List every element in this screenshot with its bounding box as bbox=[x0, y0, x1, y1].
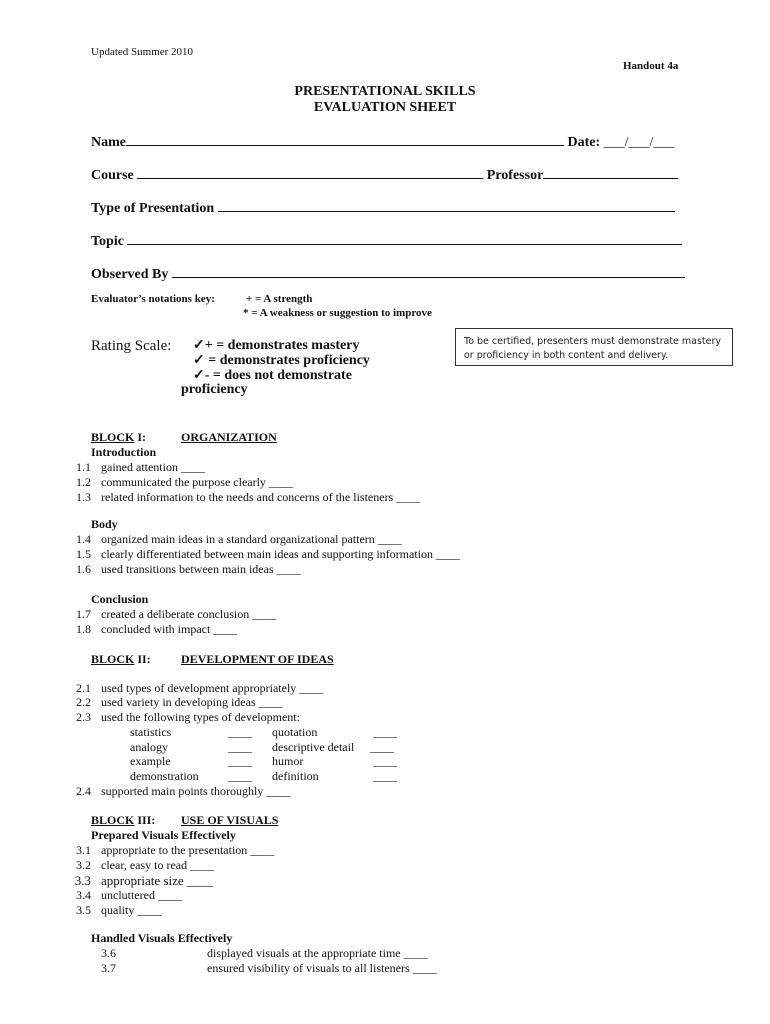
topic-blank[interactable] bbox=[127, 230, 682, 245]
dev-type-blank[interactable]: ____ bbox=[373, 725, 397, 739]
dev-type-blank[interactable]: ____ bbox=[228, 725, 252, 739]
name-field[interactable] bbox=[91, 131, 674, 151]
rating-scale-label: Rating Scale: bbox=[91, 338, 172, 354]
list-item: 2.2 used variety in developing ideas ____ bbox=[76, 695, 283, 709]
date-label: Date: bbox=[567, 135, 601, 150]
date-blank[interactable]: ___/___/___ bbox=[603, 135, 675, 150]
page-subtitle: EVALUATION SHEET bbox=[313, 100, 457, 115]
dev-type-descriptive-detail: descriptive detail bbox=[272, 740, 355, 754]
list-item-num: 3.6 bbox=[101, 946, 116, 960]
introduction-heading: Introduction bbox=[91, 445, 157, 459]
page-title: PRESENTATIONAL SKILLS bbox=[294, 84, 476, 99]
name-blank[interactable] bbox=[126, 131, 564, 146]
block2-title: DEVELOPMENT OF IDEAS bbox=[181, 652, 334, 666]
rating-mastery: ✓+ = demonstrates mastery bbox=[193, 338, 360, 353]
dev-type-analogy: analogy bbox=[130, 740, 168, 754]
course-label: Course bbox=[91, 168, 134, 183]
block3-title: USE OF VISUALS bbox=[181, 813, 279, 827]
course-blank[interactable] bbox=[137, 164, 483, 179]
list-item: displayed visuals at the appropriate time ____ bbox=[207, 946, 428, 960]
block1-label-block: BLOCK bbox=[91, 430, 135, 444]
dev-type-blank[interactable]: ____ bbox=[228, 740, 252, 754]
dev-type-quotation: quotation bbox=[272, 725, 318, 739]
course-field[interactable] bbox=[91, 164, 678, 184]
list-item: 1.1 gained attention ____ bbox=[76, 460, 205, 474]
updated-date: Updated Summer 2010 bbox=[91, 46, 194, 58]
list-item: 1.3 related information to the needs and concerns of the listeners ____ bbox=[76, 490, 421, 504]
list-item: 2.3 used the following types of development: bbox=[76, 710, 300, 724]
list-item: 3.4 uncluttered ____ bbox=[76, 888, 182, 902]
topic-label: Topic bbox=[91, 234, 124, 249]
certification-note: To be certified, presenters must demonstrate mastery or proficiency in both content and delivery. bbox=[455, 328, 733, 366]
type-field[interactable] bbox=[91, 197, 675, 217]
observed-field[interactable] bbox=[91, 263, 685, 283]
list-item: ensured visibility of visuals to all listeners ____ bbox=[207, 961, 437, 975]
block3-label-block: BLOCK bbox=[91, 813, 135, 827]
list-item: 2.4 supported main points thoroughly ____ bbox=[76, 784, 291, 798]
observed-label: Observed By bbox=[91, 267, 169, 282]
conclusion-heading: Conclusion bbox=[91, 592, 149, 606]
dev-type-blank[interactable]: ____ bbox=[373, 769, 397, 783]
list-item: 1.4 organized main ideas in a standard organizational pattern ____ bbox=[76, 532, 402, 546]
notations-key-label: Evaluator’s notations key: bbox=[91, 293, 215, 305]
key-weakness: * = A weakness or suggestion to improve bbox=[243, 307, 432, 319]
rating-not-demonstrate-cont: proficiency bbox=[181, 382, 248, 397]
block3-label-num: III: bbox=[134, 813, 156, 827]
dev-type-blank[interactable]: ____ bbox=[228, 769, 252, 783]
block3-heading bbox=[91, 813, 155, 828]
topic-field[interactable] bbox=[91, 230, 682, 250]
dev-type-humor: humor bbox=[272, 754, 304, 768]
body-heading: Body bbox=[91, 517, 118, 531]
block1-label-num: I: bbox=[134, 430, 147, 444]
dev-type-blank[interactable]: ____ bbox=[228, 754, 252, 768]
dev-type-statistics: statistics bbox=[130, 725, 172, 739]
dev-type-example: example bbox=[130, 754, 171, 768]
type-label: Type of Presentation bbox=[91, 201, 215, 216]
list-item: 1.5 clearly differentiated between main ideas and supporting information ____ bbox=[76, 547, 460, 561]
block2-label-num: II: bbox=[134, 652, 151, 666]
key-strength: + = A strength bbox=[246, 293, 313, 305]
handout-label: Handout 4a bbox=[623, 60, 679, 72]
dev-type-definition: definition bbox=[272, 769, 319, 783]
block2-heading bbox=[91, 652, 151, 667]
name-label: Name bbox=[91, 135, 126, 150]
dev-type-blank[interactable]: ____ bbox=[370, 740, 394, 754]
list-item: 3.5 quality ____ bbox=[76, 903, 162, 917]
handled-visuals-heading: Handled Visuals Effectively bbox=[91, 931, 233, 945]
professor-blank[interactable] bbox=[543, 164, 678, 179]
type-blank[interactable] bbox=[218, 197, 675, 212]
prepared-visuals-heading: Prepared Visuals Effectively bbox=[91, 828, 236, 842]
observed-blank[interactable] bbox=[172, 263, 685, 278]
rating-proficiency: ✓ = demonstrates proficiency bbox=[193, 353, 370, 368]
block2-label-block: BLOCK bbox=[91, 652, 135, 666]
list-item: 2.1 used types of development appropriately ____ bbox=[76, 681, 324, 695]
block1-title: ORGANIZATION bbox=[181, 430, 277, 444]
dev-type-blank[interactable]: ____ bbox=[373, 754, 397, 768]
list-item: 1.7 created a deliberate conclusion ____ bbox=[76, 607, 277, 621]
rating-not-demonstrate: ✓- = does not demonstrate bbox=[193, 368, 352, 383]
list-item: 3.1 appropriate to the presentation ____ bbox=[76, 843, 275, 857]
dev-type-demonstration: demonstration bbox=[130, 769, 199, 783]
list-item: 1.2 communicated the purpose clearly ____ bbox=[76, 475, 293, 489]
list-item-num: 3.7 bbox=[101, 961, 116, 975]
list-item: 1.6 used transitions between main ideas ____ bbox=[76, 562, 301, 576]
block1-heading bbox=[91, 430, 146, 445]
list-item: 3.2 clear, easy to read ____ bbox=[76, 858, 215, 872]
list-item: 3.3 appropriate size ____ bbox=[74, 873, 213, 888]
list-item: 1.8 concluded with impact ____ bbox=[76, 622, 238, 636]
professor-label: Professor bbox=[486, 168, 544, 183]
